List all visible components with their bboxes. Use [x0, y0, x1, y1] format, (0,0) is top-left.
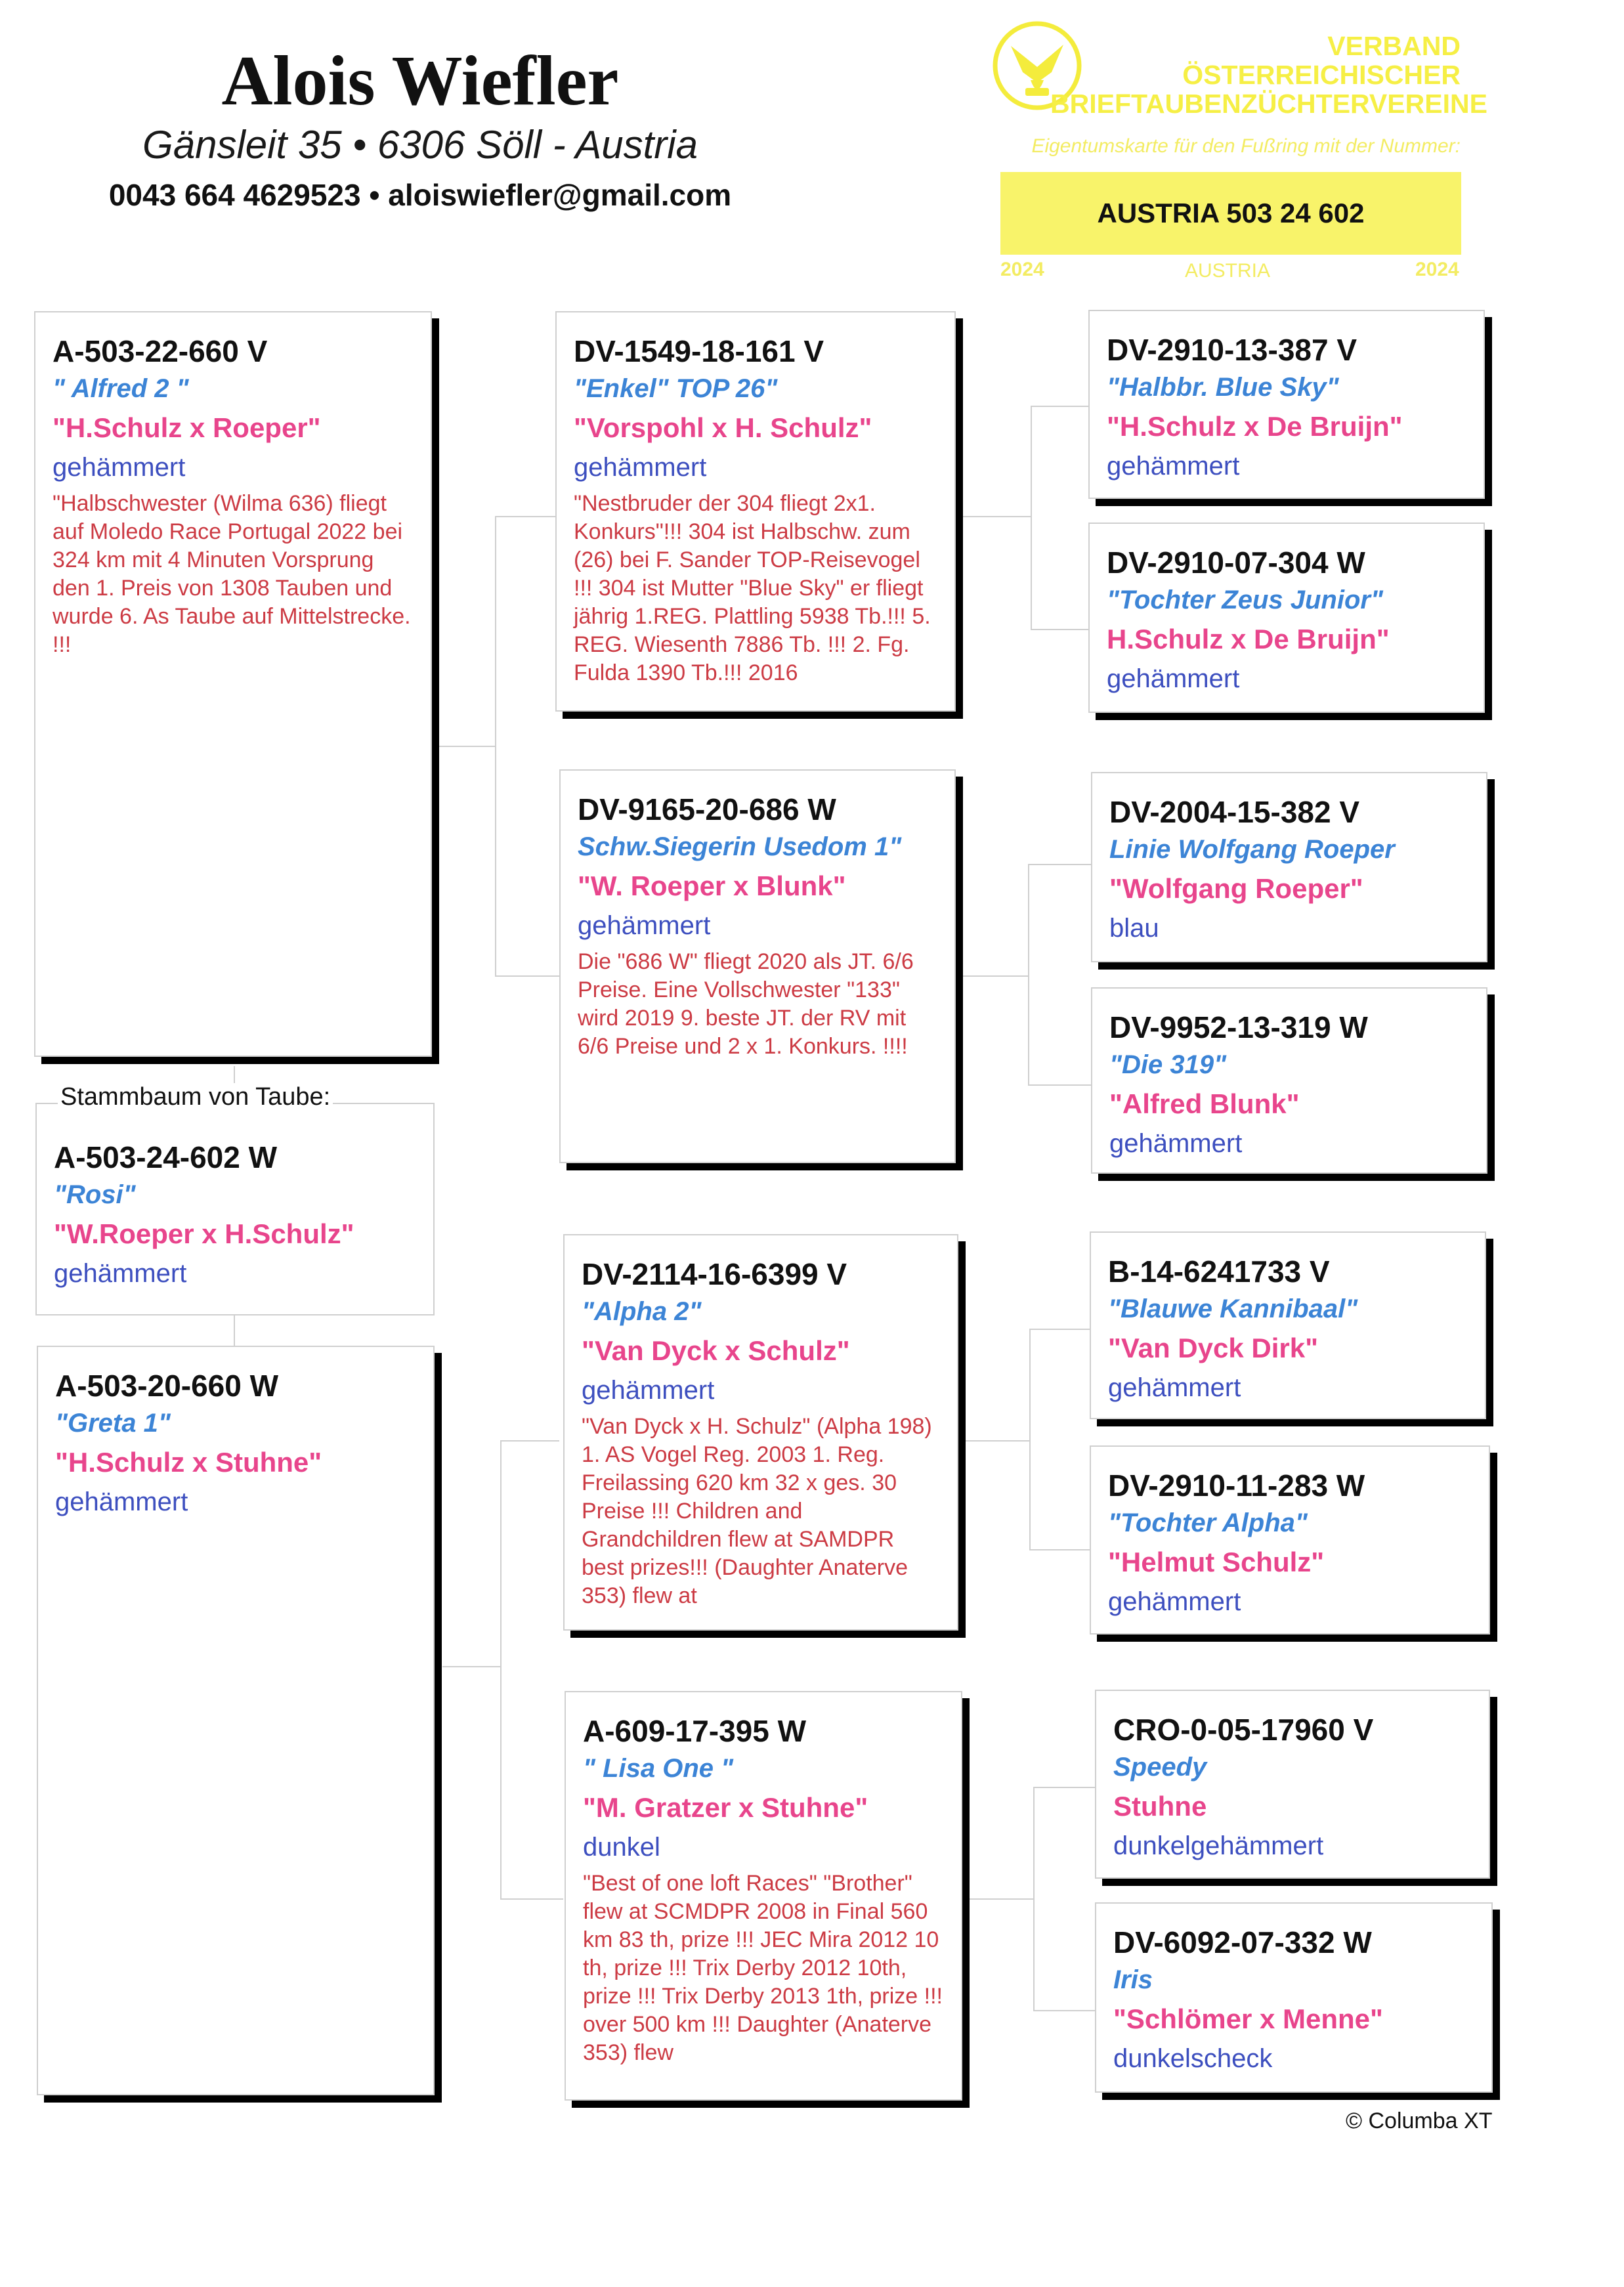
plumage-color: gehämmert — [53, 453, 186, 482]
connector-line — [961, 1440, 1029, 1442]
connector-line — [500, 1440, 502, 1898]
plumage-color: gehämmert — [578, 911, 711, 940]
breeder-address: Gänsleit 35 • 6306 Söll - Austria — [142, 123, 698, 167]
performance-remark: "Halbschwester (Wilma 636) fliegt auf Moledo Race Portugal 2022 bei 324 km mit 4 Minuten Vorsprung den 1. Preis von 1308 Tauben und wurde 6. As Taube auf Mittelstrecke. !!! — [53, 491, 411, 657]
pigeon-name: "Alpha 2" — [582, 1297, 702, 1326]
breed-line: "H.Schulz x Stuhne" — [55, 1447, 322, 1478]
great-grandparent-card-7 — [1095, 1690, 1490, 1879]
great-grandparent-card-1 — [1088, 310, 1485, 499]
breed-line: "W. Roeper x Blunk" — [578, 870, 846, 901]
grandfather-maternal-card — [563, 1234, 958, 1631]
plumage-color: gehämmert — [1107, 452, 1240, 481]
great-grandparent-card-2 — [1088, 523, 1485, 713]
father-card — [34, 311, 432, 1057]
breed-line: "M. Gratzer x Stuhne" — [583, 1792, 868, 1823]
ring-number: DV-2004-15-382 V — [1109, 795, 1360, 829]
breed-line: Stuhne — [1113, 1791, 1207, 1822]
performance-remark: Die "686 W" fliegt 2020 als JT. 6/6 Preise. Eine Vollschwester "133" wird 2019 9. beste JT. der RV mit 6/6 Preise und 2 x 1. Konkurs. !!!! — [578, 949, 914, 1059]
connector-line — [1033, 1787, 1035, 2010]
breed-line: H.Schulz x De Bruijn" — [1107, 624, 1390, 654]
association-name-line-3: BRIEFTAUBENZÜCHTERVEREINE — [1050, 89, 1487, 119]
connector-line — [1031, 406, 1032, 629]
grandmother-maternal-card — [565, 1691, 962, 2101]
breeder-name: Alois Wiefler — [221, 42, 619, 120]
great-grandparent-card-4 — [1091, 987, 1487, 1174]
connector-line — [495, 975, 559, 977]
connector-line — [1031, 406, 1088, 407]
breed-line: "Van Dyck x Schulz" — [582, 1335, 850, 1366]
connector-line — [1029, 1329, 1031, 1549]
plumage-color: gehämmert — [582, 1376, 715, 1405]
association-name-line-1: VERBAND — [1327, 31, 1461, 61]
pigeon-name: Speedy — [1113, 1753, 1207, 1782]
connector-line — [495, 516, 496, 975]
pigeon-name: Schw.Siegerin Usedom 1" — [578, 832, 902, 861]
connector-line — [500, 1898, 563, 1900]
plumage-color: gehämmert — [55, 1487, 188, 1516]
plumage-color: dunkelscheck — [1113, 2044, 1273, 2073]
pigeon-name: "Greta 1" — [55, 1409, 171, 1438]
ring-number: A-609-17-395 W — [583, 1714, 807, 1748]
ring-number: DV-9952-13-319 W — [1109, 1010, 1368, 1044]
connector-line — [1028, 864, 1091, 865]
pedigree-caption: Stammbaum von Taube: — [58, 1083, 333, 1111]
breed-line: "Wolfgang Roeper" — [1109, 873, 1363, 904]
ring-number: A-503-20-660 W — [55, 1369, 279, 1403]
plumage-color: gehämmert — [1108, 1587, 1241, 1616]
pigeon-name: "Tochter Zeus Junior" — [1107, 586, 1383, 614]
breed-line: "Schlömer x Menne" — [1113, 2003, 1383, 2034]
ring-number: AUSTRIA 503 24 602 — [1097, 198, 1365, 228]
great-grandparent-card-6 — [1090, 1445, 1490, 1635]
subject-card — [35, 1103, 435, 1315]
performance-remark: "Best of one loft Races" "Brother" flew at SCMDPR 2008 in Final 560 km 83 th, prize !!! JEC Mira 2012 10 th, prize !!! Trix Derby 2012 10th, prize !!! Trix Derby 2013 1th, prize !!! over 500 km !!! Daughter (Anaterve 353) flew — [583, 1871, 943, 2065]
ring-year-left: 2024 — [1000, 259, 1044, 280]
ownership-card-subtitle: Eigentumskarte für den Fußring mit der Nummer: — [1031, 135, 1461, 157]
ring-number: CRO-0-05-17960 V — [1113, 1713, 1374, 1747]
pigeon-name: "Halbbr. Blue Sky" — [1107, 373, 1339, 402]
breed-line: "H.Schulz x Roeper" — [53, 412, 321, 443]
connector-line — [442, 1666, 502, 1667]
connector-line — [960, 975, 1028, 977]
pigeon-name: "Tochter Alpha" — [1108, 1508, 1308, 1537]
connector-line — [1029, 1329, 1090, 1330]
performance-remark: "Nestbruder der 304 fliegt 2x1. Konkurs"!!! 304 ist Halbschw. zum (26) bei F. Sander TOP-Reisevogel !!! 304 ist Mutter "Blue Sky" er fliegt jährig 1.REG. Plattling 5938 Tb.!!! 5. REG. Wiesenth 7886 Tb. !!! 2. Fg. Fulda 1390 Tb.!!! 2016 — [574, 491, 931, 685]
ring-number: DV-2114-16-6399 V — [582, 1257, 847, 1291]
pigeon-name: "Enkel" TOP 26" — [574, 374, 778, 403]
breed-line: "Van Dyck Dirk" — [1108, 1333, 1318, 1363]
performance-remark: "Van Dyck x H. Schulz" (Alpha 198) 1. AS Vogel Reg. 2003 1. Reg. Freilassing 620 km 32 x ges. 30 Preise !!! Children and Grandchildren flew at SAMDPR best prizes!!! (Daughter Anaterve 353) flew at — [582, 1414, 932, 1608]
plumage-color: dunkel — [583, 1833, 660, 1862]
plumage-color: gehämmert — [54, 1259, 187, 1288]
great-grandparent-card-5 — [1090, 1231, 1486, 1419]
ring-number: B-14-6241733 V — [1108, 1254, 1330, 1289]
plumage-color: gehämmert — [1107, 664, 1240, 693]
connector-line — [965, 1898, 1033, 1900]
connector-line — [438, 746, 495, 747]
pigeon-name: "Blauwe Kannibaal" — [1108, 1294, 1358, 1323]
ring-number: A-503-24-602 W — [54, 1140, 278, 1174]
association-name — [1050, 31, 1487, 119]
pigeon-name: Iris — [1113, 1965, 1153, 1994]
connector-line — [1033, 1787, 1095, 1788]
connector-line — [495, 516, 555, 517]
ring-country: AUSTRIA — [1184, 260, 1271, 282]
breed-line: "Vorspohl x H. Schulz" — [574, 412, 872, 443]
connector-line — [1028, 1084, 1091, 1086]
plumage-color: gehämmert — [574, 453, 707, 482]
mother-card — [37, 1346, 435, 2095]
connector-line — [1031, 629, 1088, 630]
breed-line: "Alfred Blunk" — [1109, 1088, 1300, 1119]
ring-number: DV-6092-07-332 W — [1113, 1925, 1372, 1959]
great-grandparent-card-3 — [1091, 772, 1487, 962]
breed-line: "Helmut Schulz" — [1108, 1547, 1325, 1577]
ring-number-box — [1000, 172, 1461, 255]
grandmother-paternal-card — [559, 769, 956, 1163]
plumage-color: dunkelgehämmert — [1113, 1831, 1324, 1860]
connector-line — [1033, 2010, 1095, 2011]
copyright-footer: © Columba XT — [1346, 2108, 1493, 2133]
ring-year-right: 2024 — [1415, 259, 1459, 280]
connector-line — [962, 516, 1031, 517]
plumage-color: gehämmert — [1108, 1373, 1241, 1402]
ring-number: DV-2910-11-283 W — [1108, 1468, 1365, 1503]
pigeon-name: Linie Wolfgang Roeper — [1109, 835, 1395, 864]
pigeon-name: "Die 319" — [1109, 1050, 1227, 1079]
plumage-color: blau — [1109, 914, 1159, 943]
connector-line — [1029, 1549, 1090, 1550]
ring-number: DV-1549-18-161 V — [574, 334, 824, 368]
ring-number: A-503-22-660 V — [53, 334, 268, 368]
ring-number: DV-9165-20-686 W — [578, 792, 836, 826]
breed-line: "H.Schulz x De Bruijn" — [1107, 411, 1403, 442]
association-name-line-2: ÖSTERREICHISCHER — [1182, 60, 1461, 90]
connector-line — [1028, 864, 1029, 1084]
plumage-color: gehämmert — [1109, 1129, 1243, 1158]
great-grandparent-card-8 — [1095, 1902, 1493, 2093]
pigeon-name: " Alfred 2 " — [53, 374, 189, 403]
grandfather-paternal-card — [555, 311, 956, 712]
breed-line: "W.Roeper x H.Schulz" — [54, 1218, 354, 1249]
connector-line — [500, 1440, 559, 1442]
pigeon-name: "Rosi" — [54, 1180, 136, 1209]
ring-number: DV-2910-07-304 W — [1107, 545, 1365, 580]
breeder-contact: 0043 664 4629523 • aloiswiefler@gmail.com — [108, 178, 732, 212]
ring-number: DV-2910-13-387 V — [1107, 333, 1357, 367]
pigeon-name: " Lisa One " — [583, 1754, 734, 1783]
